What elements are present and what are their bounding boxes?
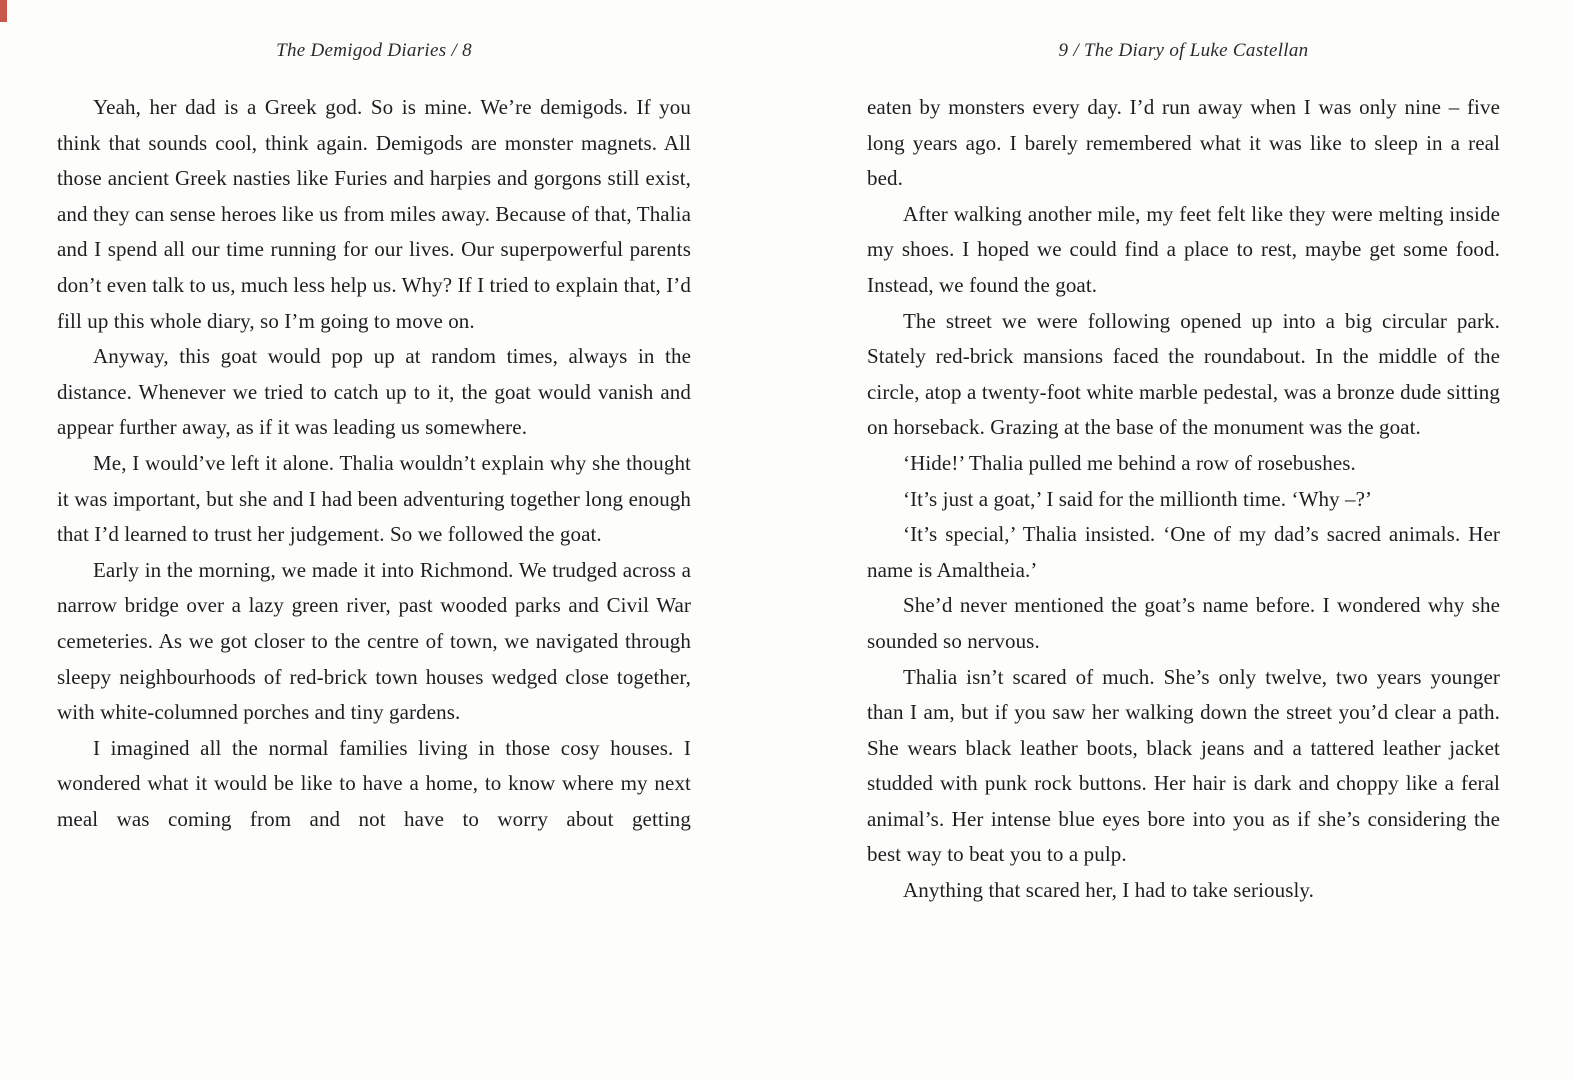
paragraph: Thalia isn’t scared of much. She’s only twelve, two years younger than I am, but if you saw her walking down the street you’d clear a path. She wears black leather boots, black jeans and a tattered leather jacket studded with punk rock buttons. Her hair is dark and choppy like a feral animal’s. Her intense blue eyes bore into you as if she’s considering the best way to beat you to a pulp. [867,664,1500,867]
paragraph: The street we were following opened up into a big circular park. Stately red-brick mansions faced the roundabout. In the middle of the circle, atop a twenty-foot white marble pedestal, was a bronze dude sitting on horseback. Grazing at the base of the monument was the goat. [867,308,1500,440]
right-page-body [867,90,1500,909]
paragraph: ‘It’s special,’ Thalia insisted. ‘One of my dad’s sacred animals. Her name is Amaltheia.’ [867,522,1500,582]
paragraph: ‘Hide!’ Thalia pulled me behind a row of rosebushes. [903,450,1356,475]
paragraph: I imagined all the normal families living in those cosy houses. I wondered what it would be like to have a home, to know where my next meal was coming from and not have to worry about getting [57,735,691,831]
paragraph: Early in the morning, we made it into Richmond. We trudged across a narrow bridge over a lazy green river, past wooded parks and Civil War cemeteries. As we got closer to the centre of town, we navigated through sleepy neighbourhoods of red-brick town houses wedged close together, with white-columned porches and tiny gardens. [57,557,691,725]
left-page-body [57,90,691,837]
right-page [867,40,1500,909]
paragraph: ‘It’s just a goat,’ I said for the millionth time. ‘Why –?’ [903,486,1373,511]
paragraph: Me, I would’ve left it alone. Thalia wouldn’t explain why she thought it was important, but she and I had been adventuring together long enough that I’d learned to trust her judgement. So we followed the goat. [57,450,691,547]
scan-artifact [0,0,7,22]
paragraph: eaten by monsters every day. I’d run away when I was only nine – five long years ago. I barely remembered what it was like to sleep in a real bed. [867,95,1500,191]
running-header-left: The Demigod Diaries / 8 [276,40,472,61]
paragraph: Anyway, this goat would pop up at random times, always in the distance. Whenever we tried to catch up to it, the goat would vanish and appear further away, as if it was leading us somewhere. [57,344,691,440]
running-header-right: 9 / The Diary of Luke Castellan [1058,40,1309,61]
paragraph: After walking another mile, my feet felt like they were melting inside my shoes. I hoped we could find a place to rest, maybe get some food. Instead, we found the goat. [867,201,1500,297]
paragraph: She’d never mentioned the goat’s name before. I wondered why she sounded so nervous. [867,593,1500,653]
left-page [57,40,691,837]
paragraph: Yeah, her dad is a Greek god. So is mine. We’re demigods. If you think that sounds cool, think again. Demigods are monster magnets. All those ancient Greek nasties like Furies and harpies and gorgons still exist, and they can sense heroes like us from miles away. Because of that, Thalia and I spend all our time running for our lives. Our superpowerful parents don’t even talk to us, much less help us. Why? If I tried to explain that, I’d fill up this whole diary, so I’m going to move on. [57,95,691,333]
paragraph: Anything that scared her, I had to take seriously. [903,878,1315,903]
